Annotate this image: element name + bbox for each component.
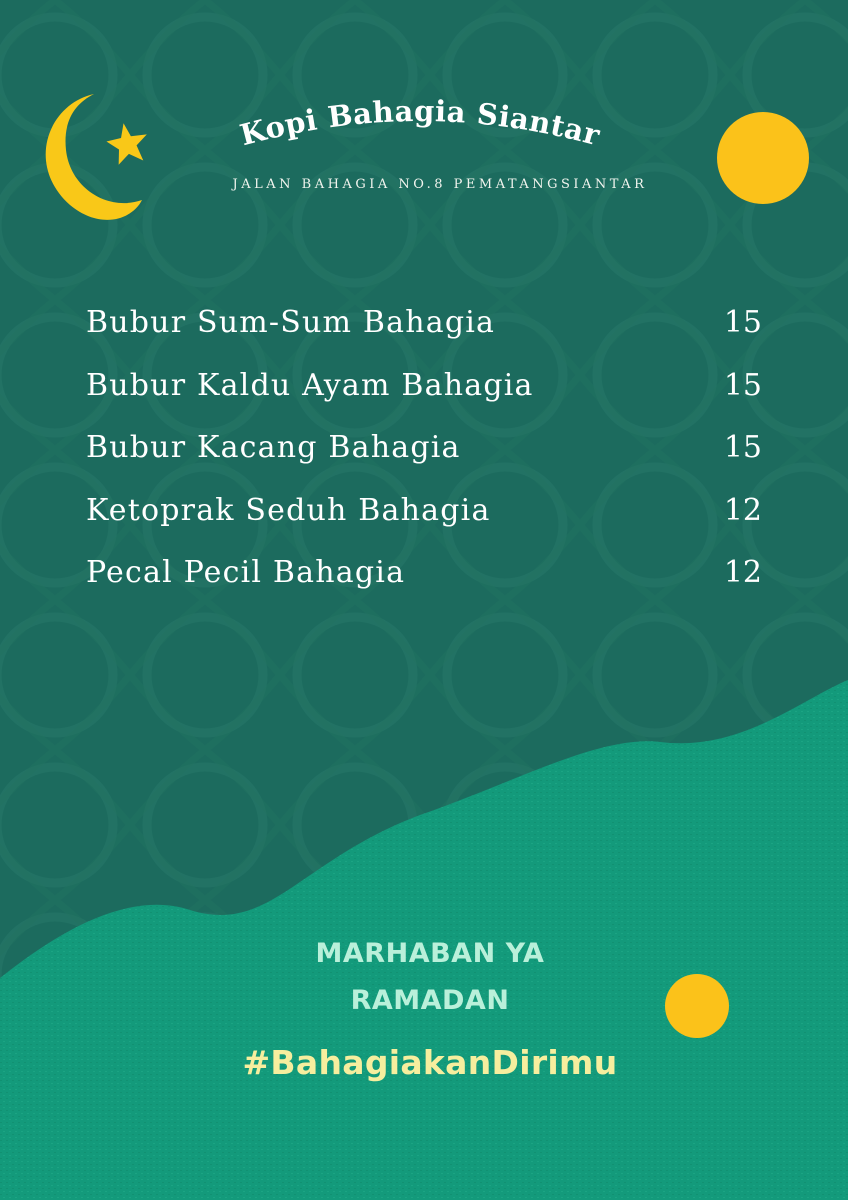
- shop-address: JALAN BAHAGIA NO.8 PEMATANGSIANTAR: [232, 177, 648, 192]
- menu-list: [86, 292, 766, 605]
- shop-title-text: Kopi Bahagia Siantar: [236, 93, 604, 153]
- shop-title: [205, 93, 635, 176]
- menu-item-price: 15: [723, 305, 762, 340]
- menu-item-name: Pecal Pecil Bahagia: [86, 555, 406, 590]
- greeting-line-1: MARHABAN YA: [315, 938, 545, 969]
- menu-item-price: 15: [723, 430, 762, 465]
- svg-text:Kopi Bahagia Siantar: [236, 94, 603, 152]
- menu-item-name: Bubur Kaldu Ayam Bahagia: [86, 367, 534, 403]
- menu-item-name: Bubur Sum-Sum Bahagia: [86, 305, 496, 340]
- menu-item: [86, 417, 766, 480]
- menu-item-name: Ketoprak Seduh Bahagia: [86, 492, 491, 528]
- menu-item: [86, 292, 766, 355]
- menu-item-price: 12: [723, 555, 762, 590]
- hashtag: #BahagiakanDirimu: [242, 1043, 618, 1082]
- small-circle-icon: [665, 974, 729, 1038]
- menu-item-name: Bubur Kacang Bahagia: [86, 430, 461, 465]
- greeting-line-2: RAMADAN: [350, 985, 510, 1016]
- ramadan-greeting: [230, 930, 630, 1024]
- menu-item: [86, 355, 766, 418]
- menu-item-price: 12: [723, 492, 762, 528]
- menu-item-price: 15: [723, 367, 762, 403]
- menu-item: [86, 480, 766, 543]
- menu-item: [86, 542, 766, 605]
